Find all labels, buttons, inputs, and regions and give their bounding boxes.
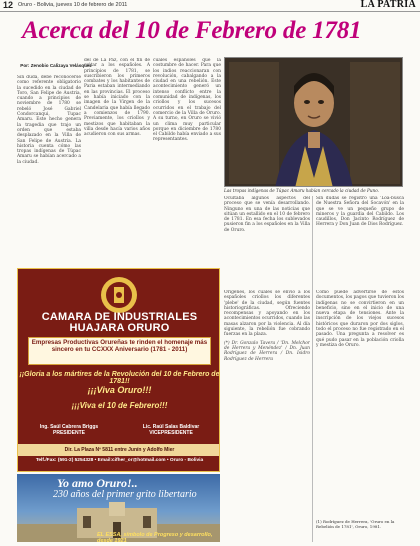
byline: Por: Zenobio Calizaya Velásquez bbox=[20, 63, 92, 68]
photo-caption: Las tropas indígenas de Túpac Amaru habían cercado la ciudad de Puno. bbox=[224, 188, 380, 193]
signatory-role: PRESIDENTE bbox=[53, 430, 85, 437]
ad-title-line2: HUAJARA ORURO bbox=[69, 322, 170, 334]
page-header bbox=[0, 0, 420, 12]
article-column-5 bbox=[316, 196, 404, 286]
ad-headline: Yo amo Oruro!.. bbox=[57, 476, 138, 490]
signatory-name: Lic. Raúl Salas Baldivar bbox=[142, 424, 200, 430]
article-headline: Acerca del 10 de Febrero de 1781 bbox=[22, 17, 362, 44]
camara-emblem-icon bbox=[96, 275, 142, 315]
ad-slogan-viva-febrero: ¡¡¡Viva el 10 de Febrero!!! bbox=[71, 401, 168, 410]
article-paragraph: Como puede advertirse de estos documentos, los pagos que tuvieron los indígenas no se convirtieron en un beneficio, sino en el inicio de una nueva etapa de tensiones. Ante la inscripción de los viejos sucesos históricos que duraron por dos siglos, todo el proceso no fue registrado en el pasado. Una pregunta a resolver es qué pudo pasar en la población criolla y mestiza de Oruro. bbox=[316, 290, 404, 348]
dateline: Oruro - Bolivia, jueves 10 de febrero de 2011 bbox=[18, 2, 128, 8]
article-paragraph: Orígenes, los cuales se envió a los españoles criollos los diferentes 'plebe' de la ciudad, según fuentes historiográficas. Ofreciendo recompensas y apoyando en los acontecimientos ocurridos, cuando las masas alzaron por la violencia. Al día siguiente, la rebelión fue cobrando fuerzas en la plaza. bbox=[224, 290, 310, 338]
signatory-role: VICEPRESIDENTE bbox=[149, 430, 193, 437]
page-number: 12 bbox=[3, 0, 14, 10]
article-column-7 bbox=[316, 290, 404, 518]
article-paragraph: cuales españoles que la costumbre de hacer. Para que los indios reaccionaran con revolución, cabalgando a la ciudad en una rebelión. Este acontecimiento generó un intenso conflicto entre la comunidad de indígenas, los criollos y los sucesos ocurridos en el trabajo del comercio de la Villa de Oruro. A su turno, en Oruro se vivió un clima muy particular porque en diciembre de 1780 el Cabildo había enviado a sus representantes. bbox=[153, 58, 221, 143]
historical-painting bbox=[224, 57, 403, 187]
painting-illustration bbox=[225, 58, 403, 187]
advertisement-camara-industriales bbox=[17, 268, 220, 472]
article-paragraph: Sin dudas se registró una 'Loa-busca de Nuestra Señora del Socavón' en la que se ve un pequeño grupo de mineros y la guardia del Cabildo. Los caudillos, Don Jacinto Rodríguez de Herrera y Don Juan de Dios Rodríguez. bbox=[316, 196, 404, 228]
footnote: (1) Rodríguez de Herrera, 'Oruro en la Rebelión de 1781', Oruro, 1981. bbox=[316, 519, 395, 529]
column-divider bbox=[312, 196, 313, 542]
ad-greeting: Empresas Productivas Orureñas te rinden el homenaje más sincero en tu CCXXX Aniversario (1781 - 2011) bbox=[28, 337, 211, 365]
signatory-name: Ing. Saúl Cabrera Briggs bbox=[39, 424, 99, 430]
article-column-4 bbox=[224, 196, 310, 286]
masthead: LA PATRIA bbox=[360, 0, 416, 10]
article-column-2 bbox=[84, 58, 150, 263]
article-paragraph: Sin duda, debe reconocerse como referente obligatorio la sucedido en la ciudad de Toro, San Felipe de Austria, cuando a principios de noviembre de 1780 se rebeló José Gabriel Condorcanqui, Tupac Amaru. Este hecho genera la tragedia que trajo un orden que estaba desplazado en la Villa de San Felipe de Austria. La historia cuenta cómo las tropas indígenas de Túpac Amaru se habían acercado a la ciudad. bbox=[17, 75, 81, 165]
article-column-1 bbox=[17, 75, 81, 265]
advertisement-yo-amo-oruro bbox=[17, 474, 220, 542]
article-column-6 bbox=[224, 290, 310, 542]
ad-title-line1: CAMARA DE INDUSTRIALES bbox=[41, 311, 198, 323]
article-paragraph: Ocultaba algunos aspectos del proceso que se venía desarrollando. Ninguno en una de las noticias que sitúan un estallido en el 10 de febrero de 1781. En esa fecha los sublevados pusieron fin a los españoles en la Villa de Oruro. bbox=[224, 196, 310, 233]
article-column-3 bbox=[153, 58, 221, 263]
article-signoff: (*) Dr. Gonzalo Tavera / 'Dn. Melchor de Herrera y Menéndez' / Dn. Juan Rodríguez de Herrera / Dn. Isidro Rodríguez de Herrera bbox=[224, 340, 310, 362]
ad-signatory-vicepresident bbox=[126, 424, 216, 436]
ad-subheadline: 230 años del primer grito libertario bbox=[53, 489, 197, 500]
ad-signatory-president bbox=[24, 424, 114, 436]
ad-slogan-gloria: ¡¡Gloria a los mártires de la Revolución del 10 de Febrero de 1781!! bbox=[19, 371, 220, 385]
ad-slogan: EL ESSA, símbolo de Progreso y desarrollo, desde 1921 bbox=[97, 532, 213, 542]
article-paragraph: del de La Paz, con el fin de evitar a los españoles. A principios de 1781, se suscribieron los primeros combates y los habitantes de Paria estaban intermediando en las provincias. El proceso se había iniciado con la imagen de la Virgen de la Candelaria que había llegado a comienzos de 1790. Previamente, los criollos y mestizos que habitaban la villa desde hacía varios años acudieron con sus armas. bbox=[84, 58, 150, 138]
ad-contact: Telf./Fax: (591-2) 5254328 • Email:cifher_or@hotmail.com • Oruro - Bolivia bbox=[35, 458, 204, 463]
ad-address: Dir. La Plaza Nº 5811 entre Junín y Adolfo Mier bbox=[18, 444, 220, 456]
ad-slogan-viva-oruro: ¡¡¡Viva Oruro!!! bbox=[87, 385, 152, 395]
